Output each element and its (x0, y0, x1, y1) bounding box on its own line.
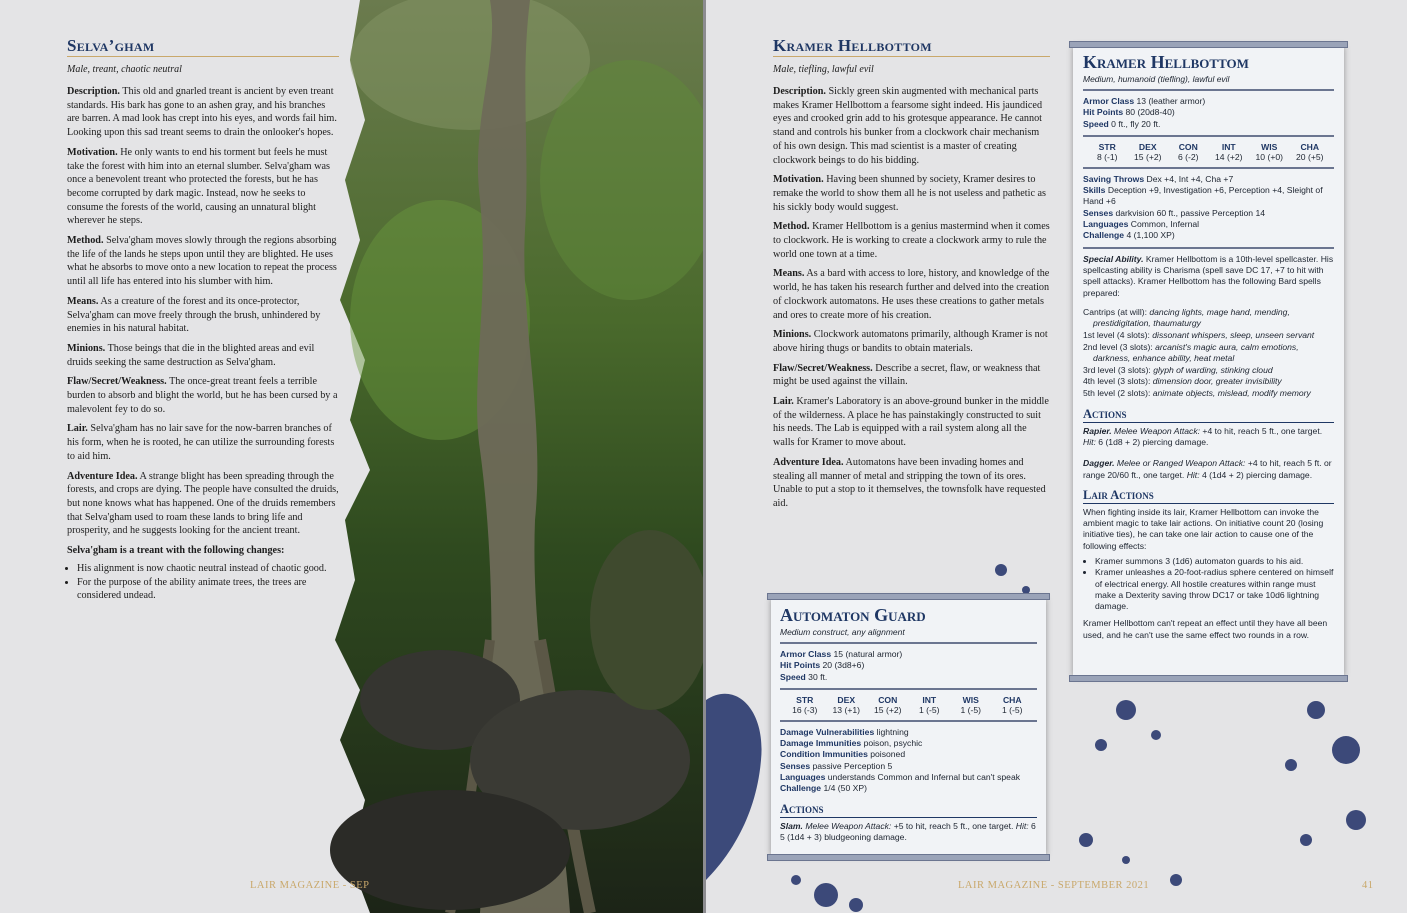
right-footer: LAIR MAGAZINE - SEPTEMBER 2021 (958, 880, 1150, 891)
armor-class: Armor Class 15 (natural armor) (780, 649, 903, 659)
selvagham-column (67, 36, 339, 603)
statblock-name: Kramer Hellbottom (1083, 52, 1249, 72)
page-number: 41 (1362, 880, 1374, 891)
senses: Senses darkvision 60 ft., passive Perception 14 (1083, 207, 1266, 218)
paragraph: Description. This old and gnarled treant is ancient by even treant standards. His bark has gone to an ashen gray, and his branches are barren. A mad look has crept into his eyes, and words fail him. Looking upon this sad treant seems to drain the onlooker's hopes. (67, 86, 337, 139)
ability-con: CON 15 (+2) (874, 694, 902, 715)
ability-int: INT 14 (+2) (1215, 141, 1243, 162)
paragraph: Minions. Those beings that die in the blighted areas and evil druids seeking the same destruction as Selva'gham. (67, 342, 315, 368)
spell-line: Cantrips (at will): dancing lights, mage hand, mending, (1083, 306, 1290, 317)
changes-heading: Selva'gham is a treant with the following changes: (67, 545, 285, 557)
spell-line: 1st level (4 slots): dissonant whispers, sleep, unseen servant (1083, 330, 1315, 341)
statblock-type: Medium, humanoid (tiefling), lawful evil (1083, 74, 1230, 84)
lair-actions-heading: Lair Actions (1083, 488, 1334, 504)
actions-heading: Actions (1083, 407, 1334, 423)
paragraph: Flaw/Secret/Weakness. The once-great treant feels a terrible burden to absorb and blight the world, but he has been cursed by a malevolent fey to do so. (67, 376, 338, 415)
divider (780, 688, 1037, 690)
list-item: • His alignment is now chaotic neutral instead of chaotic good. (77, 562, 339, 576)
special-ability: Special Ability. Kramer Hellbottom is a 10th-level spellcaster. His spellcasting ability is Charisma (spell save DC 17, +7 to hit with spell attacks). Kramer Hellbottom has the following Bard spells prepared: (1083, 253, 1334, 298)
list-item: • Kramer summons 3 (1d6) automaton guards to his aid. (1095, 556, 1334, 567)
villain-name: Selva’gham (67, 36, 155, 55)
dagger-action: Dagger. Melee or Ranged Weapon Attack: +4 to hit, reach 5 ft. or range 20/60 ft., one target. Hit: 4 (1d4 + 2) piercing damage. (1083, 458, 1332, 480)
paragraph: Flaw/Secret/Weakness. Describe a secret, flaw, or weakness that might be used against the villain. (773, 362, 1041, 388)
automaton-stat-block (771, 598, 1046, 856)
left-page (0, 0, 703, 913)
lair-outro: Kramer Hellbottom can't repeat an effect until they have all been used, and he can't use the same effect two rounds in a row. (1083, 618, 1328, 640)
paragraph: Adventure Idea. A strange blight has been spreading through the forests, and crops are dying. The people have consulted the druids, but none knows what has happened. One of the druids remembers that Selva'gham used to roam these lands to bring life and prosperity, and he suggests looking for the ancient treant. (67, 470, 339, 537)
spell-line: prestidigitation, thaumaturgy (1093, 318, 1201, 329)
villain-subtitle: Male, treant, chaotic neutral (67, 64, 182, 75)
villain-name: Kramer Hellbottom (773, 36, 932, 55)
divider (1083, 89, 1334, 91)
lair-intro: When fighting inside its lair, Kramer Hellbottom can invoke the ambient magic to take lair actions. On initiative count 20 (losing initiative ties), he can take one lair action to cause one of the following effects: (1083, 506, 1324, 551)
list-item: • Kramer unleashes a 20-foot-radius sphere centered on himself of electrical energy. All hostile creatures within range must make a Dexterity saving throw DC17 or take 10d6 lightning damage. (1095, 567, 1334, 612)
villain-subtitle: Male, tiefling, lawful evil (773, 64, 874, 75)
villain-paragraphs (67, 85, 339, 538)
divider (780, 720, 1037, 722)
paragraph: Motivation. Having been shunned by society, Kramer desires to remake the world to show them all he is not useless and pathetic as his sickly body would suggest. (773, 174, 1047, 213)
ability-dex: DEX 15 (+2) (1134, 141, 1162, 162)
hit-points: Hit Points 20 (3d8+6) (780, 660, 865, 671)
divider (780, 642, 1037, 644)
slam-action: Slam. Melee Weapon Attack: +5 to hit, reach 5 ft., one target. Hit: 6 5 (1d4 + 3) bludgeoning damage. (780, 820, 1036, 842)
lair-actions-list (1083, 556, 1334, 612)
ability-con: CON 6 (-2) (1177, 141, 1199, 162)
ability-cha: CHA 20 (+5) (1296, 141, 1324, 162)
paragraph: Description. Sickly green skin augmented with mechanical parts makes Kramer Hellbottom a fearsome sight indeed. His jaundiced eyes and crooked grin add to his grotesque appearance. He cannot stand and controls his bunker from a clockwork chair mechanism of his own design. This mad scientist is a master of creating clockwork beings to do his bidding. (773, 86, 1043, 166)
ability-int: INT 1 (-5) (918, 694, 940, 715)
actions-heading: Actions (780, 802, 1037, 818)
spell-line: 3rd level (3 slots): glyph of warding, stinking cloud (1083, 364, 1273, 375)
treant-forest-photo (330, 0, 703, 913)
ability-str: STR 16 (-3) (792, 694, 818, 715)
paragraph: Method. Kramer Hellbottom is a genius mastermind when it comes to clockwork. He is working to create a clockwork army to rule the world one town at a time. (773, 221, 1050, 260)
challenge: Challenge 1/4 (50 XP) (780, 783, 867, 794)
ability-wis: WIS 1 (-5) (960, 694, 982, 715)
paragraph: Lair. Kramer's Laboratory is an above-ground bunker in the middle of the wilderness. A place he has painstakingly constructed to suit his needs. The Lab is equipped with a rail system along all the walls for Kramer to move about. (773, 396, 1049, 449)
divider (1083, 135, 1334, 137)
ability-scores (1083, 142, 1334, 162)
languages: Languages Common, Infernal (1083, 219, 1200, 230)
spell-line: 5th level (2 slots): animate objects, mislead, modify memory (1083, 388, 1311, 399)
paragraph: Lair. Selva'gham has no lair save for the now-barren branches of his form, when he is rooted, he can utilize the surrounding forests to aid him. (67, 423, 335, 462)
damage-vulnerabilities: Damage Vulnerabilities lightning (780, 726, 909, 737)
paragraph: Means. As a creature of the forest and its once-protector, Selva'gham can move freely through the brush, unhindered by enemies in his natural habitat. (67, 295, 321, 335)
list-item: • For the purpose of the ability animate trees, the trees are considered undead. (77, 576, 339, 603)
senses: Senses passive Perception 5 (780, 760, 893, 771)
damage-immunities: Damage Immunities poison, psychic (780, 738, 923, 749)
rapier-action: Rapier. Melee Weapon Attack: +4 to hit, reach 5 ft., one target. Hit: 6 (1d8 + 2) piercing damage. (1083, 425, 1323, 447)
kramer-column (773, 36, 1050, 517)
title-rule (773, 56, 1050, 57)
kramer-stat-block (1073, 46, 1344, 677)
spell-line: 2nd level (3 slots): arcanist's magic aura, calm emotions, (1083, 341, 1299, 352)
skills: Skills Deception +9, Investigation +6, Perception +4, Sleight of Hand +6 (1083, 185, 1323, 207)
villain-paragraphs (773, 85, 1050, 511)
paragraph: Motivation. He only wants to end his torment but feels he must take the forest with him into an eternal slumber. Selva'gham was once a benevolent treant who protected the forests, but he has become corrupted by dark magic. Instead, now he seeks to consume the forests of the world, causing an unnatural blight wherever he steps. (67, 146, 330, 227)
speed: Speed 30 ft. (780, 671, 828, 682)
speed: Speed 0 ft., fly 20 ft. (1083, 118, 1161, 129)
divider (1083, 247, 1334, 249)
languages: Languages understands Common and Infernal but can't speak (780, 772, 1021, 783)
title-rule (67, 56, 339, 57)
ability-wis: WIS 10 (+0) (1255, 141, 1283, 162)
paragraph: Minions. Clockwork automatons primarily, although Kramer is not above hiring thugs or bandits to obtain materials. (773, 329, 1048, 354)
statblock-name: Automaton Guard (780, 605, 926, 625)
spell-line: darkness, enhance ability, heat metal (1093, 353, 1235, 364)
left-footer: LAIR MAGAZINE - SEP (250, 880, 370, 891)
hit-points: Hit Points 80 (20d8-40) (1083, 107, 1175, 118)
ability-str: STR 8 (-1) (1096, 141, 1118, 162)
paragraph: Adventure Idea. Automatons have been invading homes and stealing all manner of metal and stripping the town of its ores. Unable to put a stop to it themselves, the townsfolk have requested aid. (773, 456, 1046, 509)
statblock-type: Medium construct, any alignment (780, 627, 905, 637)
paragraph: Method. Selva'gham moves slowly through the regions absorbing the life of the lands he steps upon until they are blighted. He uses what he absorbs to move onto a new location to repeat the process until all life has entered into his slumber with him. (67, 235, 337, 288)
changes-list (67, 562, 339, 603)
paragraph: Means. As a bard with access to lore, history, and knowledge of the world, he has taken his research further and delved into the creation of clockwork automatons. He uses these creations to gather metals and ores to create more of his creation. (773, 268, 1050, 321)
ability-dex: DEX 13 (+1) (832, 694, 860, 715)
ability-cha: CHA 1 (-5) (1001, 694, 1023, 715)
ability-scores (780, 695, 1037, 715)
condition-immunities: Condition Immunities poisoned (780, 749, 906, 760)
divider (1083, 167, 1334, 169)
spell-line: 4th level (3 slots): dimension door, greater invisibility (1083, 376, 1282, 387)
armor-class: Armor Class 13 (leather armor) (1083, 96, 1206, 106)
challenge: Challenge 4 (1,100 XP) (1083, 230, 1175, 241)
spell-list (1083, 307, 1334, 400)
saving-throws: Saving Throws Dex +4, Int +4, Cha +7 (1083, 173, 1234, 184)
